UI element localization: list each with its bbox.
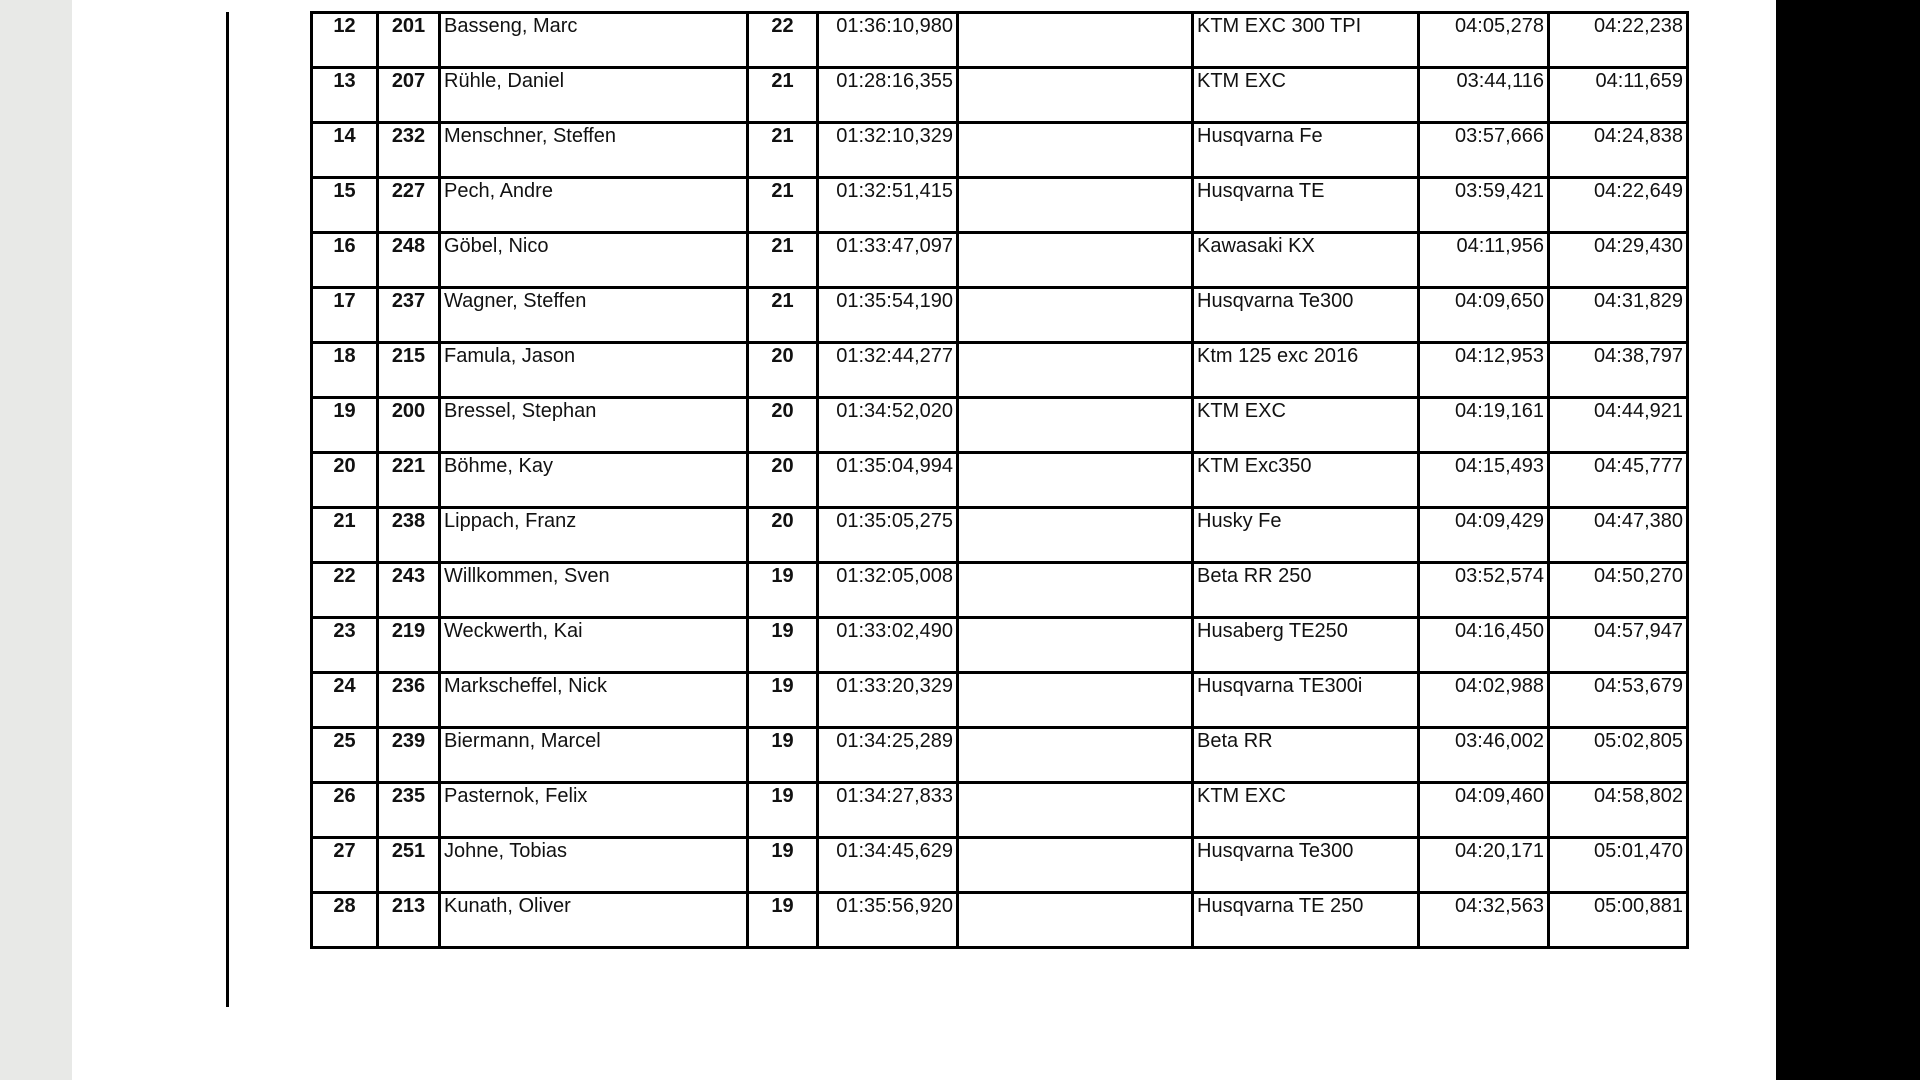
table-row (312, 893, 1688, 948)
position-cell: 23 (312, 618, 378, 673)
laps-cell: 21 (748, 68, 818, 123)
position-cell: 21 (312, 508, 378, 563)
blank-cell (958, 728, 1193, 783)
start-number-cell: 215 (378, 343, 440, 398)
motorcycle-cell: KTM Exc350 (1193, 453, 1419, 508)
average-lap-cell: 04:44,921 (1549, 398, 1688, 453)
rider-name-cell: Bressel, Stephan (440, 398, 748, 453)
laps-cell: 20 (748, 453, 818, 508)
laps-cell: 20 (748, 398, 818, 453)
best-lap-cell: 04:09,650 (1419, 288, 1549, 343)
best-lap-cell: 03:46,002 (1419, 728, 1549, 783)
blank-cell (958, 783, 1193, 838)
table-row (312, 838, 1688, 893)
laps-cell: 21 (748, 288, 818, 343)
best-lap-cell: 04:05,278 (1419, 13, 1549, 68)
total-time-cell: 01:32:10,329 (818, 123, 958, 178)
average-lap-cell: 04:11,659 (1549, 68, 1688, 123)
start-number-cell: 201 (378, 13, 440, 68)
start-number-cell: 227 (378, 178, 440, 233)
motorcycle-cell: Husqvarna TE 250 (1193, 893, 1419, 948)
best-lap-cell: 04:09,429 (1419, 508, 1549, 563)
table-row (312, 343, 1688, 398)
total-time-cell: 01:35:04,994 (818, 453, 958, 508)
total-time-cell: 01:35:56,920 (818, 893, 958, 948)
laps-cell: 19 (748, 783, 818, 838)
best-lap-cell: 03:52,574 (1419, 563, 1549, 618)
average-lap-cell: 04:47,380 (1549, 508, 1688, 563)
blank-cell (958, 673, 1193, 728)
best-lap-cell: 04:15,493 (1419, 453, 1549, 508)
position-cell: 22 (312, 563, 378, 618)
total-time-cell: 01:34:25,289 (818, 728, 958, 783)
table-row (312, 178, 1688, 233)
position-cell: 12 (312, 13, 378, 68)
motorcycle-cell: Kawasaki KX (1193, 233, 1419, 288)
start-number-cell: 248 (378, 233, 440, 288)
best-lap-cell: 04:02,988 (1419, 673, 1549, 728)
position-cell: 13 (312, 68, 378, 123)
position-cell: 17 (312, 288, 378, 343)
blank-cell (958, 123, 1193, 178)
laps-cell: 20 (748, 508, 818, 563)
total-time-cell: 01:32:51,415 (818, 178, 958, 233)
total-time-cell: 01:33:47,097 (818, 233, 958, 288)
rider-name-cell: Markscheffel, Nick (440, 673, 748, 728)
position-cell: 15 (312, 178, 378, 233)
best-lap-cell: 04:09,460 (1419, 783, 1549, 838)
position-cell: 19 (312, 398, 378, 453)
best-lap-cell: 04:11,956 (1419, 233, 1549, 288)
blank-cell (958, 233, 1193, 288)
table-row (312, 563, 1688, 618)
blank-cell (958, 838, 1193, 893)
best-lap-cell: 04:32,563 (1419, 893, 1549, 948)
laps-cell: 19 (748, 893, 818, 948)
laps-cell: 21 (748, 178, 818, 233)
table-row (312, 398, 1688, 453)
start-number-cell: 232 (378, 123, 440, 178)
table-row (312, 783, 1688, 838)
total-time-cell: 01:28:16,355 (818, 68, 958, 123)
start-number-cell: 213 (378, 893, 440, 948)
rider-name-cell: Biermann, Marcel (440, 728, 748, 783)
total-time-cell: 01:33:02,490 (818, 618, 958, 673)
best-lap-cell: 03:59,421 (1419, 178, 1549, 233)
motorcycle-cell: Husqvarna Te300 (1193, 288, 1419, 343)
rider-name-cell: Weckwerth, Kai (440, 618, 748, 673)
blank-cell (958, 288, 1193, 343)
rider-name-cell: Kunath, Oliver (440, 893, 748, 948)
rider-name-cell: Menschner, Steffen (440, 123, 748, 178)
laps-cell: 19 (748, 728, 818, 783)
total-time-cell: 01:32:05,008 (818, 563, 958, 618)
blank-cell (958, 178, 1193, 233)
table-row (312, 68, 1688, 123)
laps-cell: 19 (748, 673, 818, 728)
start-number-cell: 221 (378, 453, 440, 508)
blank-cell (958, 618, 1193, 673)
average-lap-cell: 04:50,270 (1549, 563, 1688, 618)
results-table (310, 11, 1689, 949)
table-row (312, 288, 1688, 343)
position-cell: 28 (312, 893, 378, 948)
best-lap-cell: 04:20,171 (1419, 838, 1549, 893)
start-number-cell: 236 (378, 673, 440, 728)
motorcycle-cell: Husqvarna Te300 (1193, 838, 1419, 893)
position-cell: 14 (312, 123, 378, 178)
start-number-cell: 243 (378, 563, 440, 618)
best-lap-cell: 03:44,116 (1419, 68, 1549, 123)
total-time-cell: 01:35:54,190 (818, 288, 958, 343)
best-lap-cell: 04:12,953 (1419, 343, 1549, 398)
average-lap-cell: 04:53,679 (1549, 673, 1688, 728)
rider-name-cell: Willkommen, Sven (440, 563, 748, 618)
position-cell: 27 (312, 838, 378, 893)
laps-cell: 20 (748, 343, 818, 398)
average-lap-cell: 04:22,238 (1549, 13, 1688, 68)
laps-cell: 22 (748, 13, 818, 68)
rider-name-cell: Famula, Jason (440, 343, 748, 398)
start-number-cell: 251 (378, 838, 440, 893)
blank-cell (958, 13, 1193, 68)
table-row (312, 453, 1688, 508)
rider-name-cell: Pasternok, Felix (440, 783, 748, 838)
motorcycle-cell: Husqvarna TE300i (1193, 673, 1419, 728)
best-lap-cell: 04:16,450 (1419, 618, 1549, 673)
best-lap-cell: 03:57,666 (1419, 123, 1549, 178)
rider-name-cell: Basseng, Marc (440, 13, 748, 68)
blank-cell (958, 893, 1193, 948)
motorcycle-cell: Beta RR 250 (1193, 563, 1419, 618)
laps-cell: 19 (748, 618, 818, 673)
rider-name-cell: Wagner, Steffen (440, 288, 748, 343)
motorcycle-cell: Husaberg TE250 (1193, 618, 1419, 673)
position-cell: 26 (312, 783, 378, 838)
laps-cell: 19 (748, 838, 818, 893)
best-lap-cell: 04:19,161 (1419, 398, 1549, 453)
table-row (312, 13, 1688, 68)
motorcycle-cell: Husqvarna TE (1193, 178, 1419, 233)
start-number-cell: 238 (378, 508, 440, 563)
rider-name-cell: Lippach, Franz (440, 508, 748, 563)
blank-cell (958, 453, 1193, 508)
start-number-cell: 219 (378, 618, 440, 673)
total-time-cell: 01:35:05,275 (818, 508, 958, 563)
page-left-rule (226, 12, 229, 1007)
document-page (72, 0, 1776, 1080)
rider-name-cell: Rühle, Daniel (440, 68, 748, 123)
average-lap-cell: 04:58,802 (1549, 783, 1688, 838)
table-row (312, 673, 1688, 728)
total-time-cell: 01:32:44,277 (818, 343, 958, 398)
motorcycle-cell: KTM EXC (1193, 783, 1419, 838)
blank-cell (958, 343, 1193, 398)
laps-cell: 21 (748, 233, 818, 288)
total-time-cell: 01:34:52,020 (818, 398, 958, 453)
average-lap-cell: 04:22,649 (1549, 178, 1688, 233)
table-row (312, 728, 1688, 783)
start-number-cell: 237 (378, 288, 440, 343)
position-cell: 24 (312, 673, 378, 728)
rider-name-cell: Böhme, Kay (440, 453, 748, 508)
motorcycle-cell: KTM EXC (1193, 68, 1419, 123)
start-number-cell: 235 (378, 783, 440, 838)
motorcycle-cell: KTM EXC (1193, 398, 1419, 453)
laps-cell: 19 (748, 563, 818, 618)
blank-cell (958, 398, 1193, 453)
rider-name-cell: Pech, Andre (440, 178, 748, 233)
position-cell: 16 (312, 233, 378, 288)
motorcycle-cell: Beta RR (1193, 728, 1419, 783)
viewer-background (0, 0, 72, 1080)
average-lap-cell: 04:29,430 (1549, 233, 1688, 288)
position-cell: 18 (312, 343, 378, 398)
start-number-cell: 207 (378, 68, 440, 123)
table-row (312, 618, 1688, 673)
total-time-cell: 01:33:20,329 (818, 673, 958, 728)
rider-name-cell: Johne, Tobias (440, 838, 748, 893)
blank-cell (958, 508, 1193, 563)
motorcycle-cell: Husqvarna Fe (1193, 123, 1419, 178)
start-number-cell: 200 (378, 398, 440, 453)
total-time-cell: 01:34:45,629 (818, 838, 958, 893)
blank-cell (958, 563, 1193, 618)
laps-cell: 21 (748, 123, 818, 178)
blank-cell (958, 68, 1193, 123)
average-lap-cell: 04:57,947 (1549, 618, 1688, 673)
rider-name-cell: Göbel, Nico (440, 233, 748, 288)
table-row (312, 508, 1688, 563)
motorcycle-cell: KTM EXC 300 TPI (1193, 13, 1419, 68)
motorcycle-cell: Ktm 125 exc 2016 (1193, 343, 1419, 398)
average-lap-cell: 05:01,470 (1549, 838, 1688, 893)
position-cell: 20 (312, 453, 378, 508)
start-number-cell: 239 (378, 728, 440, 783)
average-lap-cell: 04:38,797 (1549, 343, 1688, 398)
position-cell: 25 (312, 728, 378, 783)
total-time-cell: 01:34:27,833 (818, 783, 958, 838)
average-lap-cell: 04:24,838 (1549, 123, 1688, 178)
average-lap-cell: 05:00,881 (1549, 893, 1688, 948)
table-row (312, 123, 1688, 178)
average-lap-cell: 04:45,777 (1549, 453, 1688, 508)
results-body (312, 13, 1688, 948)
average-lap-cell: 05:02,805 (1549, 728, 1688, 783)
average-lap-cell: 04:31,829 (1549, 288, 1688, 343)
total-time-cell: 01:36:10,980 (818, 13, 958, 68)
motorcycle-cell: Husky Fe (1193, 508, 1419, 563)
table-row (312, 233, 1688, 288)
